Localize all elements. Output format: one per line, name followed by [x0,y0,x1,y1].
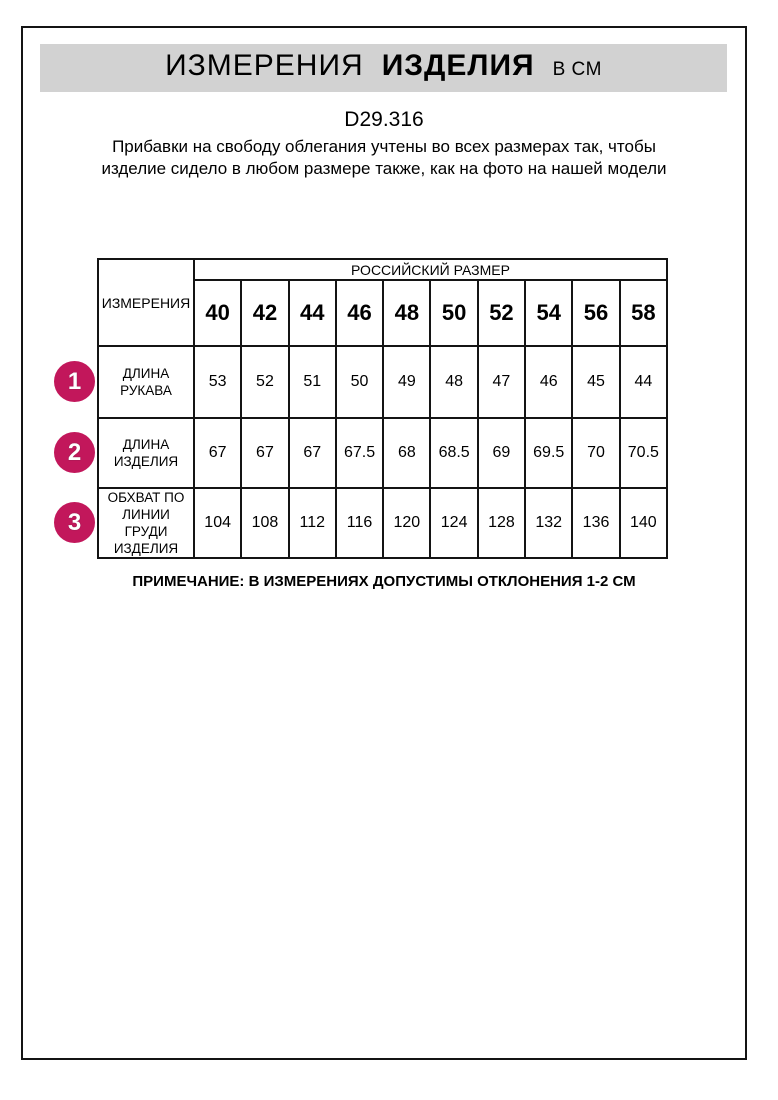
value-cell: 53 [194,346,241,418]
size-header-cell: 44 [289,280,336,346]
product-code: D29.316 [344,108,424,131]
value-cell: 47 [478,346,525,418]
measurement-label-cell: ДЛИНА ИЗДЕЛИЯ [98,418,194,488]
value-cell: 49 [383,346,430,418]
tolerance-note: ПРИМЕЧАНИЕ: В ИЗМЕРЕНИЯХ ДОПУСТИМЫ ОТКЛОНЕНИЯ 1-2 СМ [132,573,636,590]
table-row-product-length [98,418,667,488]
size-header-cell: 42 [241,280,288,346]
value-cell: 52 [241,346,288,418]
value-cell: 112 [289,488,336,558]
group-header-cell: РОССИЙСКИЙ РАЗМЕР [194,259,667,280]
value-cell: 70.5 [620,418,667,488]
size-header-cell: 54 [525,280,572,346]
size-header-cell: 48 [383,280,430,346]
page-title-measurements: ИЗМЕРЕНИЯ [165,49,364,82]
measurement-label-cell: ДЛИНА РУКАВА [98,346,194,418]
value-cell: 70 [572,418,619,488]
value-cell: 68.5 [430,418,477,488]
value-cell: 45 [572,346,619,418]
table-row-sleeve-length [98,346,667,418]
value-cell: 67 [241,418,288,488]
size-header-cell: 46 [336,280,383,346]
measurement-label-cell: ОБХВАТ ПО ЛИНИИ ГРУДИ ИЗДЕЛИЯ [98,488,194,558]
value-cell: 50 [336,346,383,418]
size-header-cell: 56 [572,280,619,346]
table-row-chest-girth [98,488,667,558]
row-number-badge-2: 2 [54,432,95,473]
fit-description: Прибавки на свободу облегания учтены во всех размерах так, чтобы изделие сидело в любом размере также, как на фото на нашей модели [101,137,667,178]
value-cell: 67 [289,418,336,488]
value-cell: 69 [478,418,525,488]
value-cell: 68 [383,418,430,488]
value-cell: 51 [289,346,336,418]
value-cell: 140 [620,488,667,558]
page-title-unit: В СМ [552,59,602,80]
table-group-header-row [98,259,667,280]
size-measurements-table [97,258,668,559]
size-header-cell: 52 [478,280,525,346]
value-cell: 67 [194,418,241,488]
size-header-cell: 50 [430,280,477,346]
size-header-cell: 58 [620,280,667,346]
value-cell: 108 [241,488,288,558]
value-cell: 46 [525,346,572,418]
value-cell: 120 [383,488,430,558]
value-cell: 69.5 [525,418,572,488]
title-bar [40,44,727,92]
value-cell: 128 [478,488,525,558]
row-number-badge-3: 3 [54,502,95,543]
corner-header-cell: ИЗМЕРЕНИЯ [98,259,194,346]
value-cell: 132 [525,488,572,558]
value-cell: 116 [336,488,383,558]
value-cell: 136 [572,488,619,558]
value-cell: 44 [620,346,667,418]
page-frame [21,26,747,1060]
value-cell: 104 [194,488,241,558]
value-cell: 67.5 [336,418,383,488]
size-header-cell: 40 [194,280,241,346]
value-cell: 48 [430,346,477,418]
page-title-product: ИЗДЕЛИЯ [381,49,535,82]
row-number-badge-1: 1 [54,361,95,402]
value-cell: 124 [430,488,477,558]
